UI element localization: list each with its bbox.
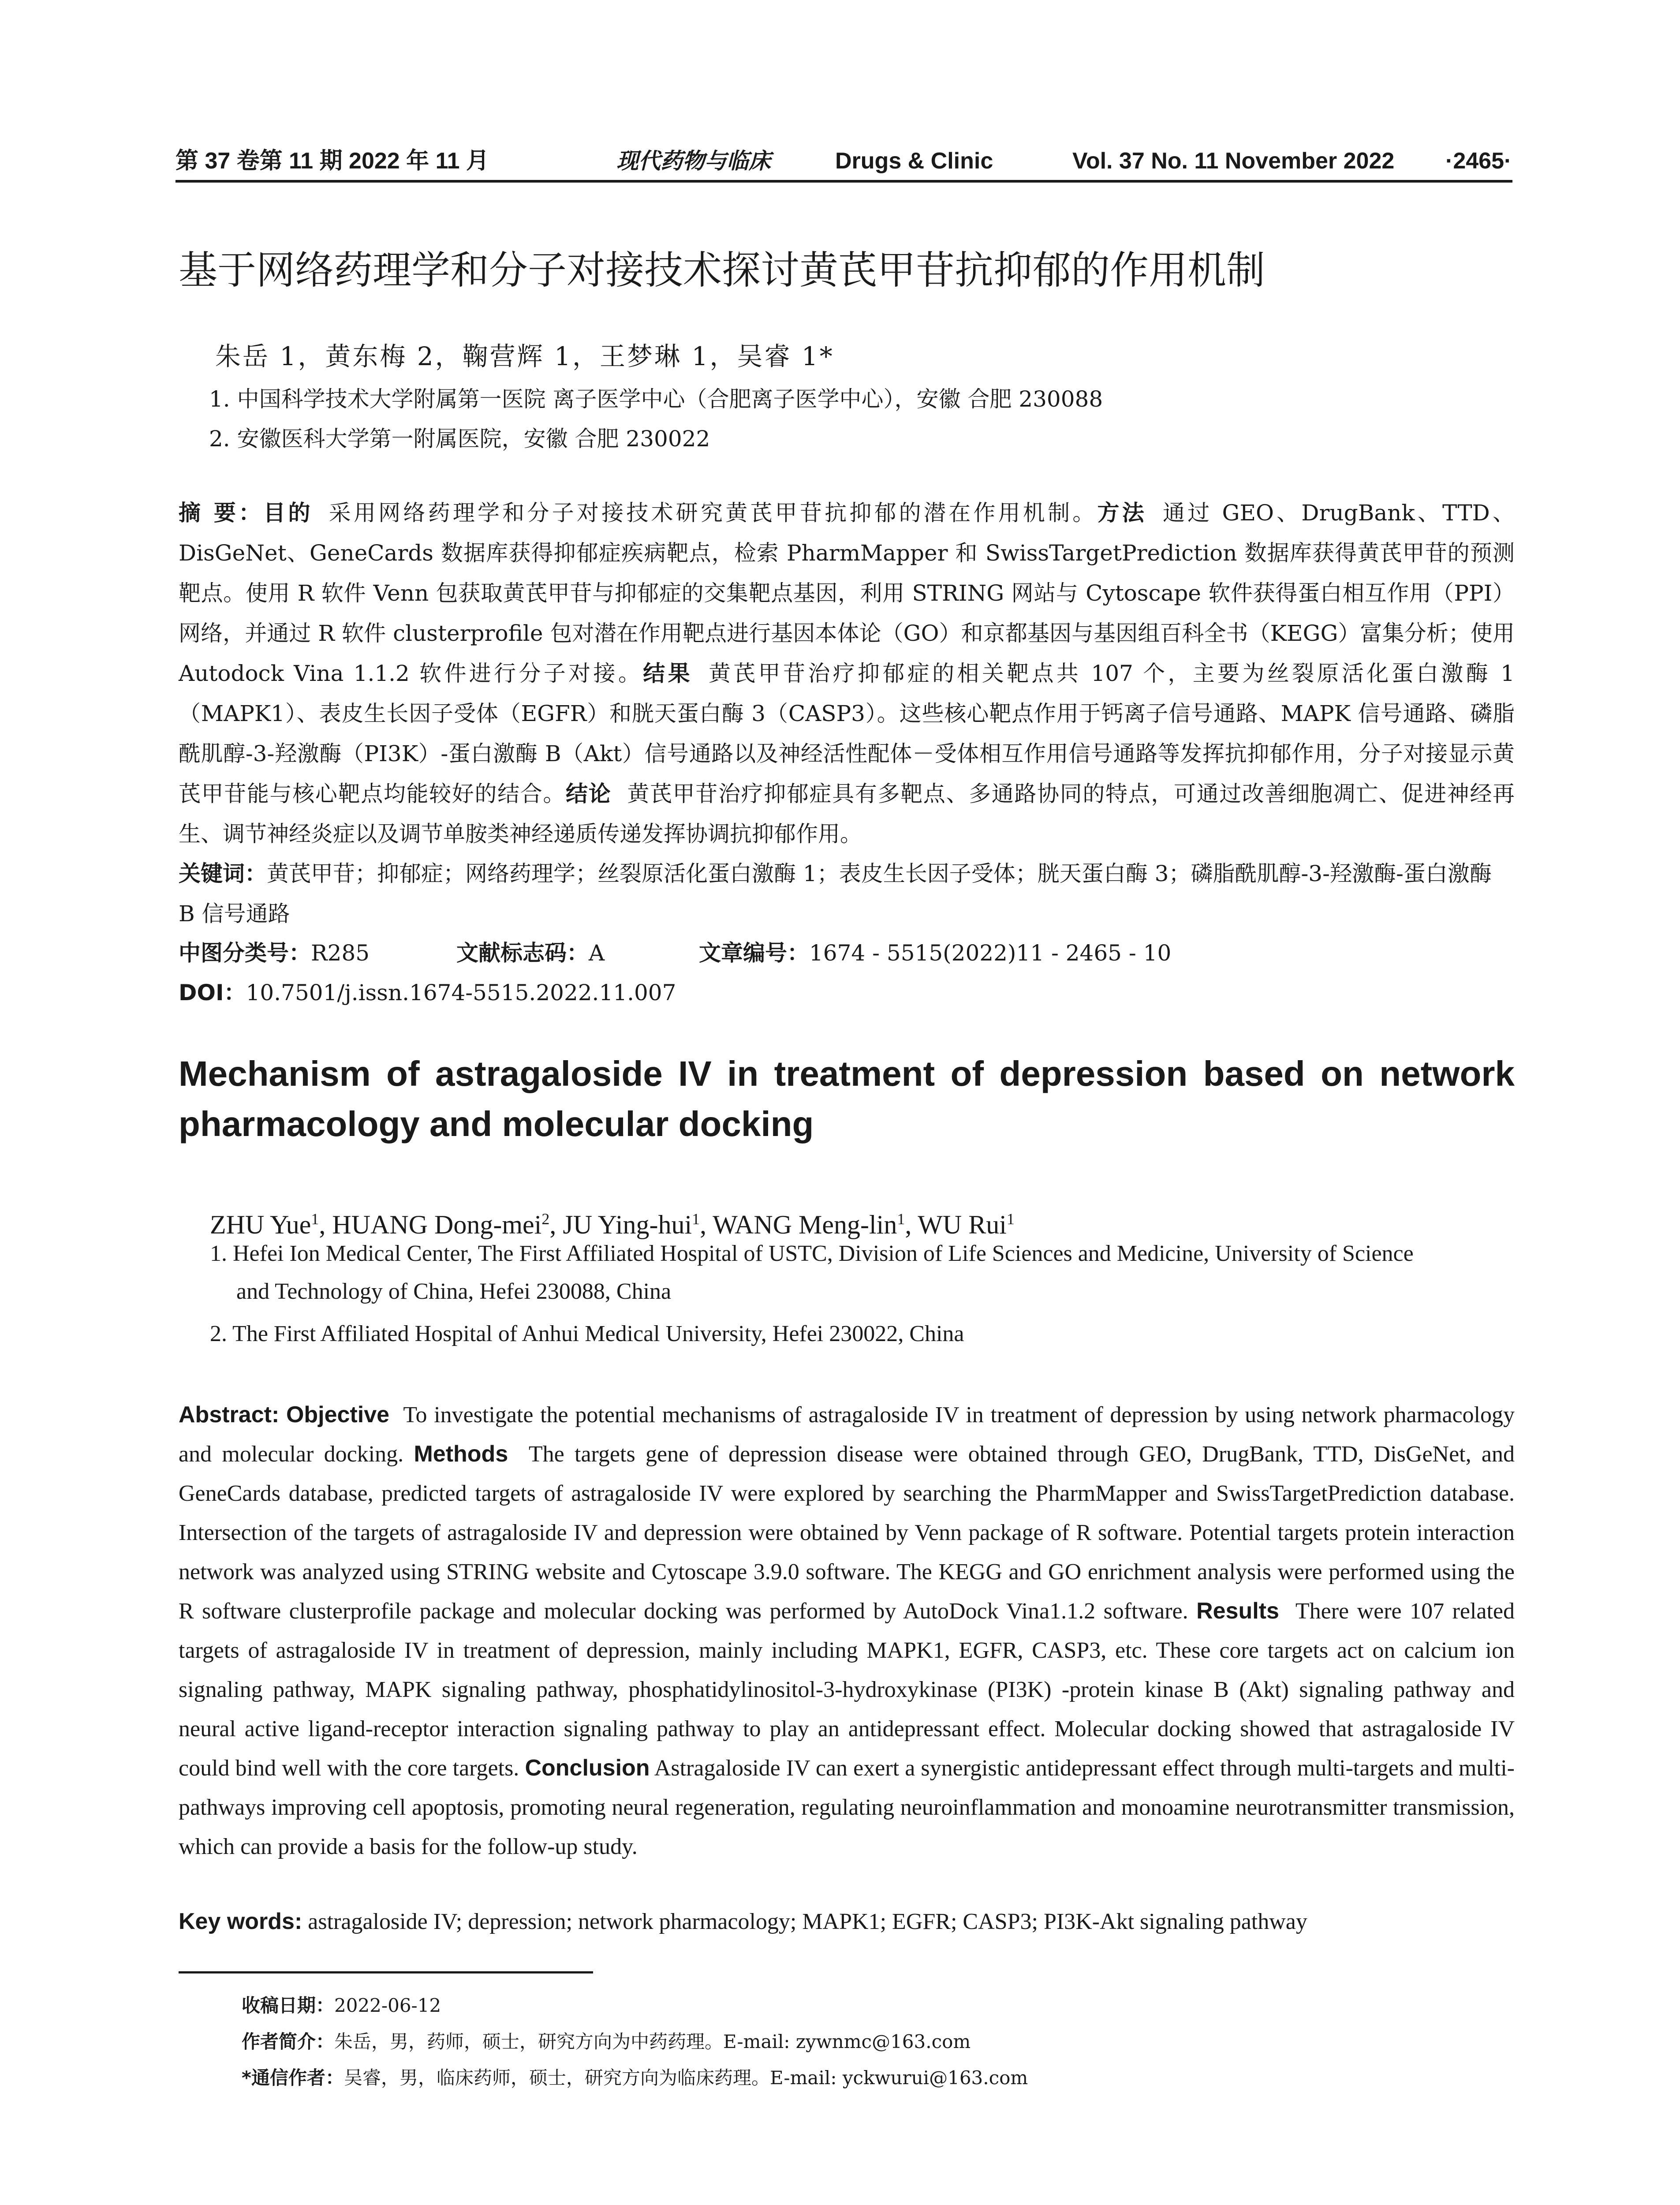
author-en-1-name: ZHU Yue	[210, 1210, 311, 1239]
received-label: 收稿日期：	[242, 1995, 335, 2016]
article-number-value: 1674 - 5515(2022)11 - 2465 - 10	[809, 940, 1172, 966]
affiliation-cn-2: 2. 安徽医科大学第一附属医院，安徽 合肥 230022	[209, 426, 710, 452]
author-en-3-sup: 1	[692, 1210, 700, 1228]
abstract-en-results: There were 107 related targets of astragaloside IV in treatment of depression, mainly including MAPK1, EGFR, CASP3, etc. These core targets act on calcium ion signaling pathway, MAPK signaling pathway, phosphatidylinositol-3-hydroxykinase (PI3K) -protein kinase B (Akt) signaling pathway and neural active ligand-receptor interaction signaling pathway to play an antidepressant effect. Molecular docking showed that astragaloside IV could bind well with the core targets.	[179, 1599, 1515, 1781]
abstract-cn-conclusion: 黄芪甲苷治疗抑郁症具有多靶点、多通路协同的特点，可通过改善细胞凋亡、促进神经再生、调节神经炎症以及调节单胺类神经递质传递发挥协调抗抑郁作用。	[179, 781, 1515, 847]
abstract-cn-conclusion-label: 结论	[566, 781, 612, 807]
footnote-divider	[179, 1971, 593, 1973]
header-volume-en: Vol. 37 No. 11 November 2022	[1072, 148, 1395, 174]
doc-code-label: 文献标志码：	[456, 940, 589, 966]
doi-label: DOI：	[179, 980, 246, 1005]
keywords-en-text: astragaloside IV; depression; network pharmacology; MAPK1; EGFR; CASP3; PI3K-Akt signaling pathway	[308, 1909, 1307, 1934]
abstract-cn-results-label: 结果	[643, 661, 693, 686]
affiliation-cn-1: 1. 中国科学技术大学附属第一医院 离子医学中心（合肥离子医学中心），安徽 合肥 230088	[209, 386, 1103, 412]
abstract-chinese	[179, 493, 1515, 854]
article-number	[699, 933, 1171, 973]
abstract-en-objective: To investigate the potential mechanisms of astragaloside IV in treatment of depression by using network pharmacology and molecular docking.	[179, 1402, 1515, 1467]
doc-code-value: A	[589, 940, 605, 966]
abstract-cn-methods-label: 方法	[1097, 500, 1147, 526]
received-date: 2022-06-12	[334, 1995, 441, 2016]
footnote-author-bio	[242, 2024, 1512, 2059]
abstract-cn-objective: 采用网络药理学和分子对接技术研究黄芪甲苷抗抑郁的潜在作用机制。	[329, 500, 1098, 526]
header-journal-en: Drugs & Clinic	[835, 148, 993, 174]
author-en-5-name: WU Rui	[918, 1210, 1007, 1239]
keywords-english	[179, 1902, 1515, 1942]
affiliation-en-2: 2. The First Affiliated Hospital of Anhui Medical University, Hefei 230022, China	[210, 1321, 964, 1346]
author-en-5-sup: 1	[1006, 1210, 1015, 1228]
clc-label: 中图分类号：	[179, 940, 311, 966]
abstract-cn-methods: 通过 GEO、DrugBank、TTD、DisGeNet、GeneCards 数据库获得抑郁症疾病靶点，检索 PharmMapper 和 SwissTargetPrediction 数据库获得黄芪甲苷的预测靶点。使用 R 软件 Venn 包获取黄芪甲苷与抑郁症的交集靶点基因，利用 STRING 网站与 Cytoscape 软件获得蛋白相互作用（PPI）网络，并通过 R 软件 clusterprofile 包对潜在作用靶点进行基因本体论（GO）和京都基因与基因组百科全书（KEGG）富集分析；使用 Autodock Vina 1.1.2 软件进行分子对接。	[179, 500, 1515, 686]
title-english: Mechanism of astragaloside IV in treatment of depression based on network pharmacology and molecular docking	[179, 1054, 1515, 1144]
corresponding-label: *通信作者：	[242, 2067, 344, 2089]
affiliation-en-1	[210, 1235, 1515, 1311]
affiliation-en-1-line1: 1. Hefei Ion Medical Center, The First Affiliated Hospital of USTC, Division of Life Sciences and Medicine, University of Science	[210, 1241, 1414, 1266]
authors-chinese: 朱岳 1，黄东梅 2，鞠营辉 1，王梦琳 1，吴睿 1*	[215, 341, 834, 371]
abstract-en-label: Abstract:	[179, 1402, 280, 1428]
document-code	[456, 933, 605, 973]
author-bio-label: 作者简介：	[242, 2031, 335, 2052]
title-chinese: 基于网络药理学和分子对接技术探讨黄芪甲苷抗抑郁的作用机制	[179, 247, 1266, 293]
abstract-cn-results: 黄芪甲苷治疗抑郁症的相关靶点共 107 个，主要为丝裂原活化蛋白激酶 1（MAPK1）、表皮生长因子受体（EGFR）和胱天蛋白酶 3（CASP3）。这些核心靶点作用于钙离子信号通路、MAPK 信号通路、磷脂酰肌醇-3-羟激酶（PI3K）-蛋白激酶 B（Akt）信号通路以及神经活性配体－受体相互作用信号通路等发挥抗抑郁作用，分子对接显示黄芪甲苷能与核心靶点均能较好的结合。	[179, 661, 1515, 807]
corresponding-text: 吴睿，男，临床药师，硕士，研究方向为临床药理。E-mail: yckwurui@163.com	[343, 2067, 1028, 2089]
abstract-en-results-label: Results	[1196, 1598, 1279, 1624]
abstract-en-conclusion: Astragaloside IV can exert a synergistic antidepressant effect through multi-targets and multi-pathways improving cell apoptosis, promoting neural regeneration, regulating neuroinflammation and monoamine neurotransmitter transmission, which can provide a basis for the follow-up study.	[179, 1756, 1515, 1859]
authors-english: ZHU Yue$^1$, HUANG Dong-mei$^2$, JU Ying-hui$^1$, WANG Meng-lin$^1$, WU Rui$^1$	[210, 1210, 1015, 1239]
keywords-en-label: Key words:	[179, 1909, 302, 1934]
doi	[179, 973, 1515, 1013]
author-bio-text: 朱岳，男，药师，硕士，研究方向为中药药理。E-mail: zywnmc@163.com	[334, 2031, 971, 2052]
header-journal-cn: 现代药物与临床	[616, 148, 771, 174]
article-number-label: 文章编号：	[699, 940, 809, 966]
abstract-english	[179, 1395, 1515, 1866]
author-en-1-sup: 1	[311, 1210, 319, 1228]
abstract-en-methods: The targets gene of depression disease were obtained through GEO, DrugBank, TTD, DisGeNet, and GeneCards database, predicted targets of astragaloside IV were explored by searching the PharmMapper and SwissTargetPrediction database. Intersection of the targets of astragaloside IV and depression were obtained by Venn package of R software. Potential targets protein interaction network was analyzed using STRING website and Cytoscape 3.9.0 software. The KEGG and GO enrichment analysis were performed using the R software clusterprofile package and molecular docking was performed by AutoDock Vina1.1.2 software.	[179, 1442, 1515, 1624]
author-en-2-name: HUANG Dong-mei	[332, 1210, 542, 1239]
running-header	[175, 142, 1512, 183]
clc-code	[179, 933, 370, 973]
doi-value[interactable]: 10.7501/j.issn.1674-5515.2022.11.007	[246, 980, 676, 1005]
author-en-4-name: WANG Meng-lin	[713, 1210, 897, 1239]
abstract-en-conclusion-label: Conclusion	[525, 1755, 650, 1781]
abstract-cn-label: 摘 要：	[179, 500, 264, 526]
keywords-cn-label: 关键词：	[179, 861, 267, 886]
author-en-3-name: JU Ying-hui	[563, 1210, 692, 1239]
header-volume-cn: 第 37 卷第 11 期 2022 年 11 月	[175, 148, 489, 174]
abstract-en-methods-label: Methods	[414, 1441, 508, 1467]
footnote-corresponding-author	[242, 2060, 1512, 2096]
author-en-2-sup: 2	[541, 1210, 550, 1228]
footnote-received	[242, 1988, 1512, 2023]
author-en-4-sup: 1	[897, 1210, 905, 1228]
clc-value: R285	[311, 940, 370, 966]
keywords-chinese	[179, 854, 1515, 934]
keywords-cn-text: 黄芪甲苷；抑郁症；网络药理学；丝裂原活化蛋白激酶 1；表皮生长因子受体；胱天蛋白酶 3；磷脂酰肌醇-3-羟激酶-蛋白激酶 B 信号通路	[179, 861, 1492, 927]
abstract-en-objective-label: Objective	[286, 1402, 390, 1428]
abstract-cn-objective-label: 目的	[263, 500, 313, 526]
affiliation-en-1-line2: and Technology of China, Hefei 230088, China	[236, 1279, 672, 1304]
header-page-number: ·2465·	[1445, 148, 1512, 174]
